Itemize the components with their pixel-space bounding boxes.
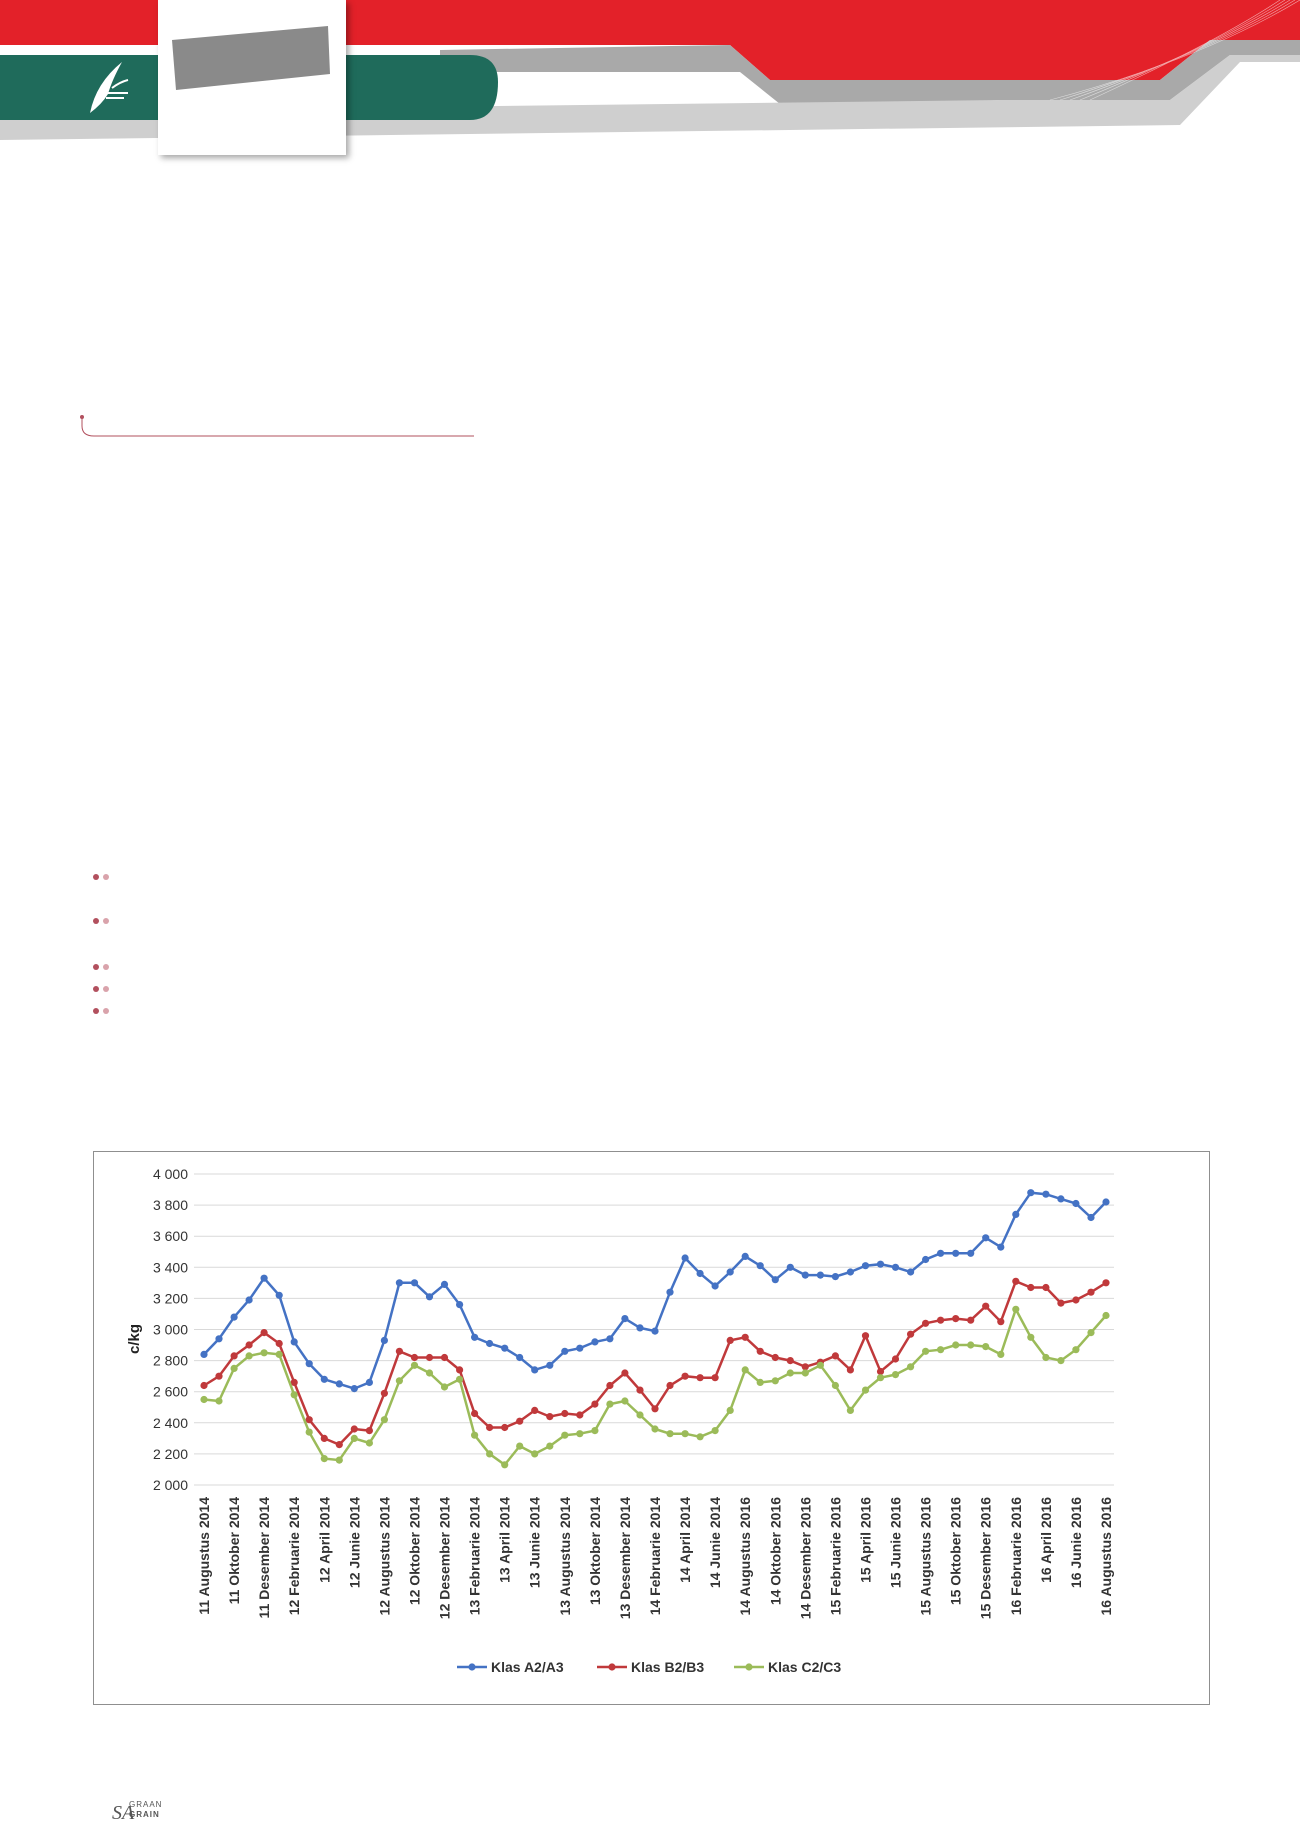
data-point bbox=[321, 1376, 328, 1383]
data-point bbox=[1057, 1195, 1064, 1202]
data-point bbox=[306, 1416, 313, 1423]
data-point bbox=[336, 1441, 343, 1448]
series-1 bbox=[200, 1189, 1109, 1392]
data-point bbox=[787, 1264, 794, 1271]
data-point bbox=[847, 1407, 854, 1414]
x-tick-label: 15 Februarie 2016 bbox=[827, 1497, 844, 1616]
legend-label: Klas B2/B3 bbox=[631, 1659, 705, 1675]
data-point bbox=[922, 1348, 929, 1355]
x-tick-label: 12 Desember 2014 bbox=[436, 1497, 453, 1620]
data-point bbox=[832, 1352, 839, 1359]
data-point bbox=[817, 1362, 824, 1369]
data-point bbox=[682, 1254, 689, 1261]
data-point bbox=[351, 1435, 358, 1442]
data-point bbox=[1087, 1289, 1094, 1296]
data-point bbox=[276, 1351, 283, 1358]
x-tick-label: 15 Oktober 2016 bbox=[947, 1497, 964, 1606]
data-point bbox=[967, 1317, 974, 1324]
x-tick-label: 12 Oktober 2014 bbox=[406, 1497, 423, 1606]
data-point bbox=[1027, 1189, 1034, 1196]
data-point bbox=[712, 1374, 719, 1381]
x-tick-label: 12 Junie 2014 bbox=[346, 1497, 363, 1589]
data-point bbox=[231, 1314, 238, 1321]
data-point bbox=[1102, 1279, 1109, 1286]
data-point bbox=[426, 1369, 433, 1376]
x-tick-label: 13 Oktober 2014 bbox=[586, 1497, 603, 1606]
y-tick-label: 2 000 bbox=[152, 1477, 188, 1493]
data-point bbox=[697, 1433, 704, 1440]
data-point bbox=[501, 1345, 508, 1352]
data-point bbox=[1042, 1191, 1049, 1198]
data-point bbox=[215, 1335, 222, 1342]
data-point bbox=[877, 1261, 884, 1268]
data-point bbox=[877, 1374, 884, 1381]
bullet-marker bbox=[93, 867, 115, 877]
data-point bbox=[937, 1250, 944, 1257]
data-point bbox=[982, 1234, 989, 1241]
logo-line2: GRAIN bbox=[129, 1810, 160, 1819]
data-point bbox=[576, 1411, 583, 1418]
price-chart-svg bbox=[94, 1152, 1209, 1704]
data-point bbox=[651, 1405, 658, 1412]
data-point bbox=[591, 1401, 598, 1408]
y-tick-label: 3 400 bbox=[152, 1259, 188, 1276]
y-tick-label: 3 800 bbox=[152, 1197, 188, 1214]
data-point bbox=[1012, 1211, 1019, 1218]
y-tick-label: 3 200 bbox=[152, 1290, 188, 1307]
legend-swatch-marker bbox=[468, 1663, 475, 1670]
data-point bbox=[1087, 1329, 1094, 1336]
tab-grey-stamp bbox=[172, 26, 330, 90]
data-point bbox=[441, 1383, 448, 1390]
data-point bbox=[501, 1424, 508, 1431]
data-point bbox=[682, 1430, 689, 1437]
x-tick-label: 13 Augustus 2014 bbox=[556, 1497, 573, 1616]
data-point bbox=[757, 1262, 764, 1269]
data-point bbox=[441, 1281, 448, 1288]
data-point bbox=[862, 1262, 869, 1269]
data-point bbox=[832, 1382, 839, 1389]
data-point bbox=[1072, 1346, 1079, 1353]
data-point bbox=[697, 1270, 704, 1277]
data-point bbox=[471, 1432, 478, 1439]
data-point bbox=[1102, 1198, 1109, 1205]
data-point bbox=[246, 1341, 253, 1348]
data-point bbox=[411, 1354, 418, 1361]
data-point bbox=[606, 1401, 613, 1408]
bullet-marker bbox=[93, 979, 115, 989]
data-point bbox=[892, 1264, 899, 1271]
data-point bbox=[1057, 1357, 1064, 1364]
data-point bbox=[366, 1439, 373, 1446]
data-point bbox=[291, 1338, 298, 1345]
data-point bbox=[411, 1362, 418, 1369]
data-point bbox=[742, 1334, 749, 1341]
data-point bbox=[291, 1391, 298, 1398]
legend-label: Klas A2/A3 bbox=[491, 1659, 564, 1675]
x-tick-label: 13 Februarie 2014 bbox=[466, 1497, 483, 1616]
data-point bbox=[847, 1366, 854, 1373]
y-tick-label: 4 000 bbox=[152, 1166, 188, 1182]
legend-item bbox=[457, 1659, 564, 1675]
data-point bbox=[787, 1357, 794, 1364]
page-tab-card bbox=[158, 0, 346, 155]
x-tick-label: 15 Augustus 2016 bbox=[917, 1497, 934, 1616]
data-point bbox=[727, 1268, 734, 1275]
data-point bbox=[651, 1425, 658, 1432]
logo-line1: GRAAN bbox=[129, 1800, 163, 1809]
data-point bbox=[381, 1416, 388, 1423]
data-point bbox=[531, 1366, 538, 1373]
data-point bbox=[246, 1352, 253, 1359]
data-point bbox=[486, 1424, 493, 1431]
data-point bbox=[862, 1332, 869, 1339]
data-point bbox=[231, 1365, 238, 1372]
x-tick-label: 16 Augustus 2016 bbox=[1098, 1497, 1114, 1616]
data-point bbox=[712, 1282, 719, 1289]
data-point bbox=[306, 1360, 313, 1367]
data-point bbox=[200, 1351, 207, 1358]
data-point bbox=[1012, 1278, 1019, 1285]
data-point bbox=[561, 1432, 568, 1439]
data-point bbox=[381, 1337, 388, 1344]
data-point bbox=[411, 1279, 418, 1286]
data-point bbox=[321, 1455, 328, 1462]
data-point bbox=[396, 1348, 403, 1355]
x-tick-label: 12 Augustus 2014 bbox=[376, 1497, 393, 1616]
data-point bbox=[246, 1296, 253, 1303]
section-divider bbox=[80, 414, 474, 440]
x-tick-label: 14 Augustus 2016 bbox=[737, 1497, 754, 1616]
legend-swatch-marker bbox=[608, 1663, 615, 1670]
data-point bbox=[982, 1303, 989, 1310]
data-point bbox=[937, 1346, 944, 1353]
data-point bbox=[576, 1345, 583, 1352]
data-point bbox=[606, 1382, 613, 1389]
data-point bbox=[666, 1289, 673, 1296]
data-point bbox=[666, 1430, 673, 1437]
data-point bbox=[1027, 1334, 1034, 1341]
data-point bbox=[351, 1425, 358, 1432]
y-tick-label: 3 000 bbox=[152, 1321, 188, 1338]
bullet-marker bbox=[93, 1001, 115, 1011]
data-point bbox=[276, 1292, 283, 1299]
logo-prefix: SA bbox=[112, 1802, 135, 1824]
data-point bbox=[997, 1244, 1004, 1251]
data-point bbox=[922, 1256, 929, 1263]
data-point bbox=[952, 1315, 959, 1322]
data-point bbox=[982, 1343, 989, 1350]
data-point bbox=[1042, 1284, 1049, 1291]
x-tick-label: 14 April 2014 bbox=[677, 1497, 694, 1583]
data-point bbox=[351, 1385, 358, 1392]
x-tick-label: 15 Junie 2016 bbox=[887, 1497, 904, 1589]
data-point bbox=[456, 1376, 463, 1383]
data-point bbox=[306, 1429, 313, 1436]
data-point bbox=[907, 1268, 914, 1275]
data-point bbox=[471, 1334, 478, 1341]
y-tick-label: 3 600 bbox=[152, 1228, 188, 1245]
data-point bbox=[757, 1348, 764, 1355]
grain-sa-logo bbox=[82, 58, 132, 120]
data-point bbox=[336, 1457, 343, 1464]
bullet-list-markers bbox=[93, 867, 133, 1017]
data-point bbox=[561, 1348, 568, 1355]
data-point bbox=[967, 1341, 974, 1348]
data-point bbox=[772, 1377, 779, 1384]
data-point bbox=[862, 1387, 869, 1394]
data-point bbox=[742, 1253, 749, 1260]
y-tick-label: 2 200 bbox=[152, 1445, 188, 1462]
x-tick-label: 16 April 2016 bbox=[1037, 1497, 1054, 1583]
y-tick-label: 2 600 bbox=[152, 1383, 188, 1400]
data-point bbox=[1042, 1354, 1049, 1361]
data-point bbox=[636, 1411, 643, 1418]
bullet-marker bbox=[93, 911, 115, 921]
data-point bbox=[366, 1427, 373, 1434]
data-point bbox=[817, 1272, 824, 1279]
x-tick-label: 12 Februarie 2014 bbox=[286, 1497, 303, 1616]
data-point bbox=[606, 1335, 613, 1342]
data-point bbox=[231, 1352, 238, 1359]
x-tick-label: 13 Desember 2014 bbox=[616, 1497, 633, 1620]
legend-label: Klas C2/C3 bbox=[768, 1659, 842, 1675]
data-point bbox=[907, 1331, 914, 1338]
y-tick-label: 2 400 bbox=[152, 1414, 188, 1431]
data-point bbox=[546, 1443, 553, 1450]
legend-swatch-marker bbox=[745, 1663, 752, 1670]
data-point bbox=[907, 1363, 914, 1370]
data-point bbox=[456, 1366, 463, 1373]
data-point bbox=[772, 1354, 779, 1361]
data-point bbox=[997, 1318, 1004, 1325]
data-point bbox=[1102, 1312, 1109, 1319]
data-point bbox=[591, 1338, 598, 1345]
data-point bbox=[215, 1397, 222, 1404]
series-line bbox=[204, 1193, 1106, 1389]
data-point bbox=[276, 1340, 283, 1347]
data-point bbox=[697, 1374, 704, 1381]
x-tick-label: 14 Februarie 2014 bbox=[647, 1497, 663, 1616]
data-point bbox=[441, 1354, 448, 1361]
x-tick-label: 11 Oktober 2014 bbox=[226, 1497, 243, 1605]
data-point bbox=[546, 1362, 553, 1369]
y-tick-label: 2 800 bbox=[152, 1352, 188, 1369]
data-point bbox=[712, 1427, 719, 1434]
data-point bbox=[1072, 1296, 1079, 1303]
legend-item bbox=[597, 1659, 704, 1675]
data-point bbox=[471, 1410, 478, 1417]
data-point bbox=[952, 1341, 959, 1348]
data-point bbox=[847, 1268, 854, 1275]
data-point bbox=[621, 1369, 628, 1376]
data-point bbox=[576, 1430, 583, 1437]
data-point bbox=[261, 1275, 268, 1282]
data-point bbox=[682, 1373, 689, 1380]
data-point bbox=[215, 1373, 222, 1380]
data-point bbox=[486, 1450, 493, 1457]
data-point bbox=[261, 1329, 268, 1336]
data-point bbox=[937, 1317, 944, 1324]
data-point bbox=[336, 1380, 343, 1387]
data-point bbox=[651, 1328, 658, 1335]
x-tick-label: 16 Junie 2016 bbox=[1067, 1497, 1084, 1589]
data-point bbox=[772, 1276, 779, 1283]
legend-item bbox=[734, 1659, 841, 1675]
data-point bbox=[456, 1301, 463, 1308]
data-point bbox=[877, 1368, 884, 1375]
x-tick-label: 16 Februarie 2016 bbox=[1007, 1497, 1024, 1616]
data-point bbox=[501, 1461, 508, 1468]
data-point bbox=[802, 1272, 809, 1279]
x-tick-label: 12 April 2014 bbox=[316, 1497, 333, 1583]
data-point bbox=[516, 1354, 523, 1361]
data-point bbox=[591, 1427, 598, 1434]
data-point bbox=[742, 1366, 749, 1373]
data-point bbox=[621, 1315, 628, 1322]
x-tick-label: 11 Augustus 2014 bbox=[196, 1497, 212, 1615]
bullet-marker bbox=[93, 957, 115, 967]
data-point bbox=[1027, 1284, 1034, 1291]
data-point bbox=[802, 1363, 809, 1370]
data-point bbox=[1012, 1306, 1019, 1313]
data-point bbox=[261, 1349, 268, 1356]
x-tick-label: 14 Desember 2016 bbox=[797, 1497, 814, 1620]
data-point bbox=[321, 1435, 328, 1442]
data-point bbox=[952, 1250, 959, 1257]
data-point bbox=[892, 1355, 899, 1362]
data-point bbox=[531, 1407, 538, 1414]
data-point bbox=[621, 1397, 628, 1404]
data-point bbox=[426, 1293, 433, 1300]
x-tick-label: 14 Junie 2014 bbox=[707, 1497, 724, 1589]
data-point bbox=[802, 1369, 809, 1376]
y-axis-label: c/kg bbox=[126, 1323, 143, 1355]
data-point bbox=[200, 1382, 207, 1389]
data-point bbox=[636, 1387, 643, 1394]
data-point bbox=[1072, 1200, 1079, 1207]
data-point bbox=[486, 1340, 493, 1347]
data-point bbox=[727, 1337, 734, 1344]
data-point bbox=[727, 1407, 734, 1414]
data-point bbox=[516, 1443, 523, 1450]
x-tick-label: 15 April 2016 bbox=[857, 1497, 874, 1583]
x-tick-label: 15 Desember 2016 bbox=[977, 1497, 994, 1620]
data-point bbox=[666, 1382, 673, 1389]
data-point bbox=[1087, 1214, 1094, 1221]
data-point bbox=[531, 1450, 538, 1457]
price-chart bbox=[93, 1151, 1210, 1705]
data-point bbox=[381, 1390, 388, 1397]
data-point bbox=[396, 1377, 403, 1384]
data-point bbox=[200, 1396, 207, 1403]
data-point bbox=[787, 1369, 794, 1376]
data-point bbox=[892, 1371, 899, 1378]
data-point bbox=[426, 1354, 433, 1361]
data-point bbox=[636, 1324, 643, 1331]
x-tick-label: 13 April 2014 bbox=[496, 1497, 513, 1583]
data-point bbox=[396, 1279, 403, 1286]
data-point bbox=[516, 1418, 523, 1425]
data-point bbox=[967, 1250, 974, 1257]
data-point bbox=[561, 1410, 568, 1417]
data-point bbox=[997, 1351, 1004, 1358]
x-tick-label: 14 Oktober 2016 bbox=[767, 1497, 784, 1606]
data-point bbox=[922, 1320, 929, 1327]
series-line bbox=[204, 1281, 1106, 1444]
data-point bbox=[757, 1379, 764, 1386]
x-tick-label: 11 Desember 2014 bbox=[256, 1497, 273, 1619]
data-point bbox=[1057, 1300, 1064, 1307]
data-point bbox=[832, 1273, 839, 1280]
sa-graan-grain-logo bbox=[112, 1800, 182, 1824]
data-point bbox=[366, 1379, 373, 1386]
x-tick-label: 13 Junie 2014 bbox=[526, 1497, 543, 1589]
data-point bbox=[546, 1413, 553, 1420]
